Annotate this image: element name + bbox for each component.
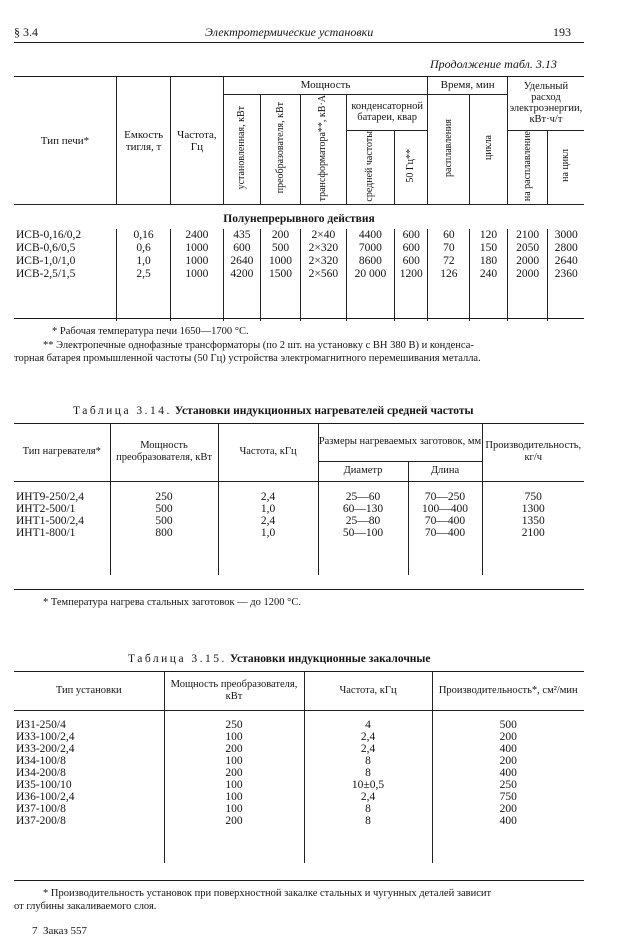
- table-cell: 2000: [507, 255, 548, 268]
- table15-bottom-rule: [14, 880, 584, 881]
- table-cell: 100: [164, 731, 304, 743]
- table15: [14, 672, 584, 863]
- table13-footnote-2a: ** Электропечные однофазные трансформаторы (по 2 шт. на установку с ВН 380 В) и конденса-: [43, 340, 474, 351]
- table-cell: 500: [432, 719, 584, 731]
- table-cell: ИЗ3-100/2,4: [16, 731, 75, 743]
- table-row: [14, 491, 584, 503]
- table-row: [14, 503, 584, 515]
- table-row: [14, 815, 584, 827]
- table-cell: 7000: [346, 242, 394, 255]
- table-cell: 400: [432, 815, 584, 827]
- col-transformer: трансформатора**, кВ·А: [300, 94, 346, 205]
- table-cell: ИЗ1-250/4: [16, 719, 66, 731]
- table-cell: 1,0: [218, 503, 318, 515]
- table-cell: 600: [223, 242, 261, 255]
- table-cell: 8: [304, 755, 432, 767]
- table-cell: 8: [304, 803, 432, 815]
- col-power-group: Мощность: [223, 77, 428, 94]
- col-capbattery-group: конденсаторной батареи, квар: [346, 94, 428, 130]
- table-cell: 1500: [261, 268, 301, 281]
- table-row: [14, 743, 584, 755]
- col-installed: установленная, кВт: [223, 94, 261, 205]
- table-cell: 240: [470, 268, 508, 281]
- table-cell: 2100: [507, 229, 548, 242]
- table-cell: 2400: [171, 229, 223, 242]
- table13-footnote-1: * Рабочая температура печи 1650—1700 °С.: [52, 326, 249, 337]
- table-cell: 70—400: [408, 527, 482, 539]
- t14-col-sizes: Размеры нагреваемых заготовок, мм: [318, 424, 482, 461]
- table-cell: 4400: [346, 229, 394, 242]
- table-cell: 180: [470, 255, 508, 268]
- col-50hz: 50 Гц**: [394, 130, 427, 205]
- table14-bottom-rule: [14, 589, 584, 590]
- table-cell: 400: [432, 767, 584, 779]
- table-cell: 70—400: [408, 515, 482, 527]
- t14-col-freq: Частота, кГц: [218, 424, 318, 481]
- table-cell: 70: [428, 242, 470, 255]
- table-cell: ИЗ6-100/2,4: [16, 791, 75, 803]
- table-cell: 8: [304, 815, 432, 827]
- table-cell: 600: [394, 255, 427, 268]
- table15-footnote-b: от глубины закаливаемого слоя.: [14, 901, 157, 912]
- table-cell: 2640: [223, 255, 261, 268]
- table-cell: ИСВ-1,0/1,0: [14, 255, 116, 268]
- table-cell: 2,4: [304, 743, 432, 755]
- table-cell: ИСВ-2,5/1,5: [14, 268, 116, 281]
- table-cell: 2,4: [304, 731, 432, 743]
- table-cell: 2,4: [218, 515, 318, 527]
- table-cell: 250: [164, 719, 304, 731]
- col-time-group: Время, мин: [428, 77, 507, 94]
- table-row: [14, 791, 584, 803]
- table-row: [14, 755, 584, 767]
- page-footer: 7 Заказ 557: [32, 925, 88, 937]
- table-continuation-label: Продолжение табл. 3.13: [430, 57, 557, 71]
- table-cell: 750: [432, 791, 584, 803]
- table-cell: 2,5: [116, 268, 170, 281]
- table-cell: 100—400: [408, 503, 482, 515]
- table-cell: 4200: [223, 268, 261, 281]
- table-cell: 2×560: [300, 268, 346, 281]
- table-cell: ИЗ7-200/8: [16, 815, 66, 827]
- table-cell: ИНТ2-500/1: [16, 503, 76, 515]
- table-cell: 2×320: [300, 242, 346, 255]
- table-row: [14, 731, 584, 743]
- table-cell: ИЗ3-200/2,4: [16, 743, 75, 755]
- table-cell: 200: [432, 803, 584, 815]
- table-cell: 1,0: [218, 527, 318, 539]
- table-cell: 2800: [548, 242, 584, 255]
- table-row: [14, 779, 584, 791]
- table-cell: 20 000: [346, 268, 394, 281]
- table-row: [14, 268, 584, 281]
- col-type: Тип печи*: [14, 77, 116, 205]
- table-cell: 200: [164, 815, 304, 827]
- t15-col-power: Мощность преобразователя, кВт: [164, 672, 304, 710]
- table-cell: 750: [482, 491, 584, 503]
- table-cell: 8600: [346, 255, 394, 268]
- table-row: [14, 527, 584, 539]
- table-cell: ИНТ1-500/2,4: [16, 515, 85, 527]
- table-row: [14, 767, 584, 779]
- table-cell: 200: [164, 743, 304, 755]
- table-cell: 126: [428, 268, 470, 281]
- table13-bottom-rule: [14, 318, 584, 319]
- table-row: [14, 242, 584, 255]
- table-cell: 2,4: [218, 491, 318, 503]
- col-spec-melt: на расплавление: [507, 130, 548, 205]
- table13-footnote-2b: торная батарея промышленной частоты (50 Гц) устройства электромагнитного перемешивания металла.: [14, 353, 481, 364]
- table-cell: 100: [164, 779, 304, 791]
- col-melting: расплавления: [428, 94, 470, 205]
- t14-col-diameter: Диаметр: [318, 461, 408, 481]
- col-frequency: Частота, Гц: [171, 77, 223, 205]
- table-cell: 250: [110, 491, 218, 503]
- table14-footnote: * Температура нагрева стальных заготовок — до 1200 °С.: [43, 597, 301, 608]
- table14: [14, 424, 584, 575]
- running-title: Электротермические установки: [205, 25, 374, 39]
- table-cell: 250: [432, 779, 584, 791]
- table-row: [14, 719, 584, 731]
- table-cell: 60—130: [318, 503, 408, 515]
- table-cell: 2×320: [300, 255, 346, 268]
- table-cell: ИСВ-0,16/0,2: [14, 229, 116, 242]
- table-cell: 120: [470, 229, 508, 242]
- table-cell: ИЗ5-100/10: [16, 779, 72, 791]
- table-cell: 100: [164, 791, 304, 803]
- table-cell: 100: [164, 803, 304, 815]
- table-cell: ИНТ9-250/2,4: [16, 491, 85, 503]
- col-cycle: цикла: [470, 94, 508, 205]
- table-cell: 3000: [548, 229, 584, 242]
- table-cell: 72: [428, 255, 470, 268]
- table-cell: 25—60: [318, 491, 408, 503]
- table-cell: 500: [110, 515, 218, 527]
- table-cell: 1350: [482, 515, 584, 527]
- table-cell: 1000: [171, 255, 223, 268]
- table-cell: 0,6: [116, 242, 170, 255]
- table-cell: 200: [164, 767, 304, 779]
- table-cell: ИЗ4-200/8: [16, 767, 66, 779]
- table-cell: 1,0: [116, 255, 170, 268]
- col-converter: преобразователя, кВт: [261, 94, 301, 205]
- table-cell: 500: [261, 242, 301, 255]
- table-cell: 400: [432, 743, 584, 755]
- col-specific-group: Удельный расход электроэнергии, кВт·ч/т: [507, 77, 584, 130]
- table-row: [14, 803, 584, 815]
- table14-caption: Таблица 3.14. Установки индукционных нагревателей средней частоты: [73, 405, 474, 417]
- t14-col-length: Длина: [408, 461, 482, 481]
- table-cell: 10±0,5: [304, 779, 432, 791]
- table-cell: 200: [432, 755, 584, 767]
- table-cell: 2640: [548, 255, 584, 268]
- table-cell: 1300: [482, 503, 584, 515]
- table-row: [14, 255, 584, 268]
- table-cell: 1000: [171, 242, 223, 255]
- table-cell: 8: [304, 767, 432, 779]
- table15-caption: Таблица 3.15. Установки индукционные закалочные: [128, 653, 431, 665]
- table15-footnote-a: * Производительность установок при поверхностной закалке стальных и чугунных деталей зависит: [43, 888, 492, 899]
- table-cell: 1200: [394, 268, 427, 281]
- table-cell: 4: [304, 719, 432, 731]
- header-rule: [14, 42, 584, 43]
- table-cell: 25—80: [318, 515, 408, 527]
- section-number: § 3.4: [14, 25, 38, 39]
- table-cell: 100: [164, 755, 304, 767]
- table-cell: 0,16: [116, 229, 170, 242]
- table-cell: ИЗ4-100/8: [16, 755, 66, 767]
- table-cell: 1000: [261, 255, 301, 268]
- table13: [14, 77, 584, 321]
- t15-col-productivity: Производительность*, см²/мин: [432, 672, 584, 710]
- table-cell: 500: [110, 503, 218, 515]
- col-spec-cycle: на цикл: [548, 130, 584, 205]
- t14-col-power: Мощность преобразователя, кВт: [110, 424, 218, 481]
- table-cell: 150: [470, 242, 508, 255]
- table-cell: 60: [428, 229, 470, 242]
- table-cell: 2000: [507, 268, 548, 281]
- table-cell: 70—250: [408, 491, 482, 503]
- table-cell: 200: [432, 731, 584, 743]
- table-cell: 2360: [548, 268, 584, 281]
- t14-col-productivity: Производительность, кг/ч: [482, 424, 584, 481]
- table-row: [14, 515, 584, 527]
- table-cell: ИНТ1-800/1: [16, 527, 76, 539]
- table-row: [14, 229, 584, 242]
- table-cell: ИЗ7-100/8: [16, 803, 66, 815]
- table-cell: 2100: [482, 527, 584, 539]
- table-cell: 800: [110, 527, 218, 539]
- col-capacity: Емкость тигля, т: [116, 77, 170, 205]
- table-cell: 600: [394, 229, 427, 242]
- table-cell: 600: [394, 242, 427, 255]
- table-cell: 200: [261, 229, 301, 242]
- group-heading: Полунепрерывного действия: [223, 212, 375, 225]
- table-cell: 50—100: [318, 527, 408, 539]
- table-cell: 2050: [507, 242, 548, 255]
- table-cell: 2,4: [304, 791, 432, 803]
- table-cell: ИСВ-0,6/0,5: [14, 242, 116, 255]
- t15-col-freq: Частота, кГц: [304, 672, 432, 710]
- t15-col-type: Тип установки: [14, 672, 164, 710]
- table-cell: 435: [223, 229, 261, 242]
- table-cell: 2×40: [300, 229, 346, 242]
- col-medium-freq: средней частоты: [346, 130, 394, 205]
- page-number: 193: [553, 25, 571, 39]
- table-cell: 1000: [171, 268, 223, 281]
- t14-col-type: Тип нагревателя*: [14, 424, 110, 481]
